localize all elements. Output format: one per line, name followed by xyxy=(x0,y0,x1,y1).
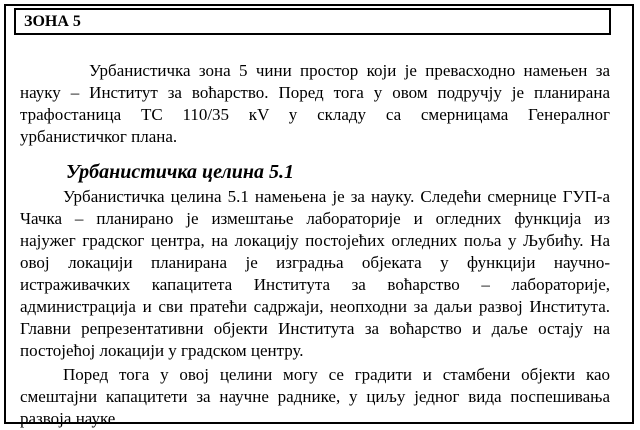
section-subheading: Урбанистичка целина 5.1 xyxy=(66,161,295,183)
closing-line-3: развоја науке. xyxy=(20,409,120,428)
closing-line-1: Поред тога у овој целини могу се градити и стамбени објекти као xyxy=(63,365,610,384)
body-line-7: Главни репрезентативни објекти Института за воћарство и даље остају на xyxy=(20,319,610,338)
closing-line-2: смештајни капацитети за научне раднике, у циљу једног вида поспешивања xyxy=(20,387,610,406)
body-line-8: постојећој локацији у градском центру. xyxy=(20,341,304,360)
intro-line-4: урбанистичког плана. xyxy=(20,127,178,146)
body-line-2: Чачка – планирано је измештање лабораторије и огледних функција из xyxy=(20,209,610,228)
zone-heading-box xyxy=(14,8,611,35)
body-line-5: истраживачких капацитета Института за воћарство – лабораторије, xyxy=(20,275,610,294)
intro-line-2: науку – Институт за воћарство. Поред тога у овом подручју је планирана xyxy=(20,83,610,102)
zone-title: ЗОНА 5 xyxy=(24,13,81,30)
body-line-3: најужег градског центра, на локацију постојећих огледних поља у Љубићу. На xyxy=(20,231,610,250)
intro-line-3: трафостаница ТС 110/35 кV у складу са смерницама Генералног xyxy=(20,105,610,124)
body-line-4: овој локацији планирана је изградња објеката у функцији научно- xyxy=(20,253,610,272)
body-line-6: администрација и сви пратећи садржаји, неопходни за даљи развој Института. xyxy=(20,297,610,316)
body-line-1: Урбанистичка целина 5.1 намењена је за науку. Следећи смернице ГУП-а xyxy=(63,187,610,206)
intro-line-1: Урбанистичка зона 5 чини простор који је превасходно намењен за xyxy=(89,61,610,80)
